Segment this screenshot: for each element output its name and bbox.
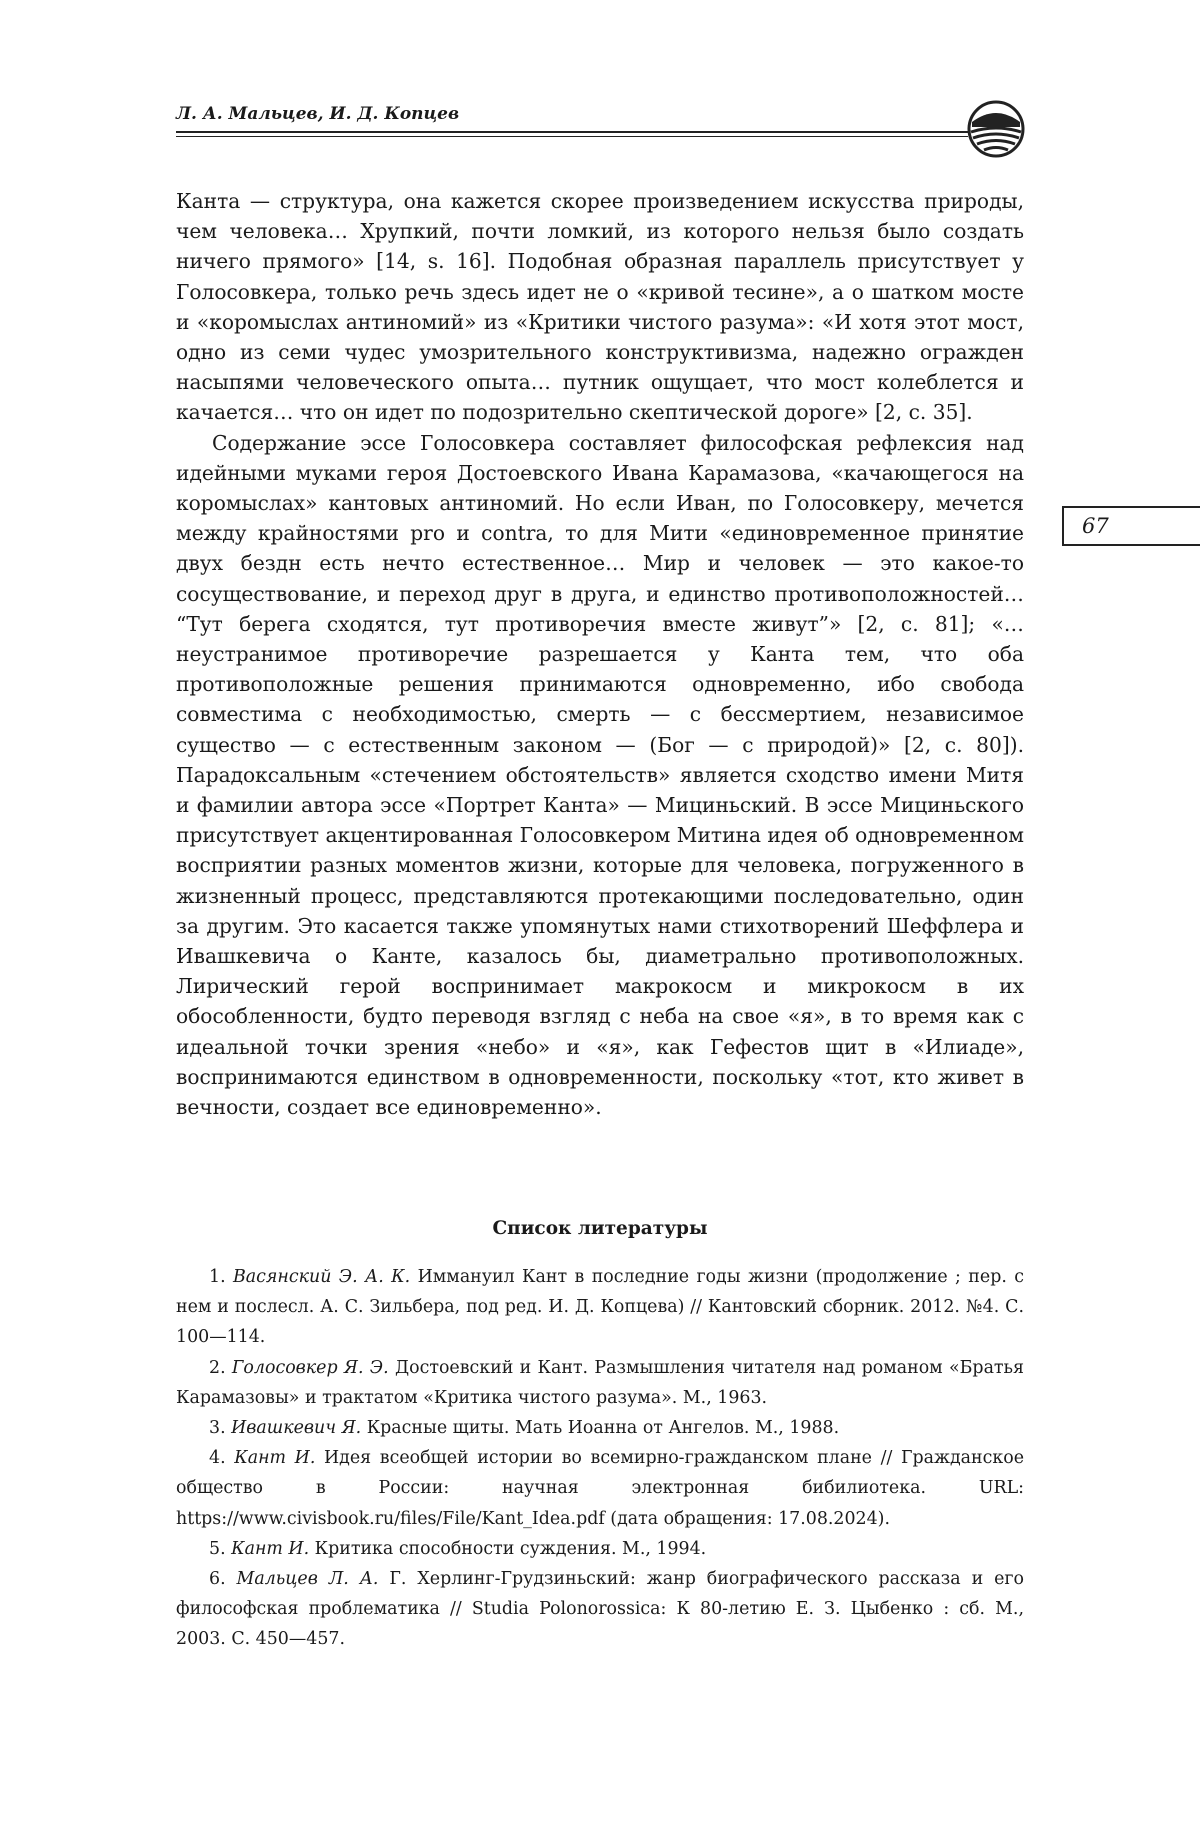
header-rule [176, 131, 968, 133]
reference-item [176, 1262, 1024, 1353]
reference-text: Критика способности суждения. М., 1994. [314, 1538, 707, 1559]
reference-author: Ивашкевич Я. [231, 1418, 362, 1439]
reference-item [176, 1443, 1024, 1534]
page-number-box [1062, 506, 1200, 546]
running-header [176, 104, 1024, 140]
references-title: Список литературы [492, 1218, 708, 1239]
reference-item [176, 1413, 1024, 1443]
header-author: Л. А. Мальцев, И. Д. Копцев [176, 104, 460, 124]
journal-logo-icon [966, 100, 1026, 158]
reference-item [176, 1353, 1024, 1413]
reference-text: Красные щиты. Мать Иоанна от Ангелов. М., 1988. [366, 1418, 840, 1439]
reference-author: Васянский Э. А. К. [233, 1267, 411, 1287]
header-rule-thin [176, 136, 968, 137]
reference-number: 4. [209, 1448, 226, 1469]
reference-text: Идея всеобщей истории во всемирно-гражданском плане // Гражданское общество в России: научная электронная бибилиотека. URL: https://www.civisbook.ru/files/File/Kant_Idea.pdf (дата обращения: 17.08.2024). [176, 1448, 1025, 1529]
reference-author: Кант И. [234, 1448, 316, 1469]
article-body [176, 186, 1024, 1122]
body-paragraph: Содержание эссе Голосовкера составляет философская рефлексия над идейными муками героя Достоевского Ивана Карамазова, «качающегося на коромыслах» кантовых антиномий. Но если Иван, по Голосовкеру, мечется между крайностями pro и contra, то для Мити «единовременное принятие двух бездн есть нечто естественное… Мир и человек — это какое-то сосуществование, и переход друг в друга, и единство противоположностей… “Тут берега сходятся, тут противоречия вместе живут”» [2, с. 81]; «…неустранимое противоречие разрешается у Канта тем, что оба противоположные решения принимаются одновременно, ибо свобода совместима с необходимостью, смерть — с бессмертием, независимое существо — с естественным законом — (Бог — с природой)» [2, с. 80]). Парадоксальным «стечением обстоятельств» является сходство имени Митя и фамилии автора эссе «Портрет Канта» — Мициньский. В эссе Мициньского присутствует акцентированная Голосовкером Митина идея об одновременном восприятии разных моментов жизни, которые для человека, погруженного в жизненный процесс, представляются протекающими последовательно, один за другим. Это касается также упомянутых нами стихотворений Шеффлера и Ивашкевича о Канте, казалось бы, диаметрально противоположных. Лирический герой воспринимает макрокосм и микрокосм в их обособленности, будто переводя взгляд с неба на свое «я», в то время как с идеальной точки зрения «небо» и «я», как Гефестов щит в «Илиаде», воспринимаются единством в одновременности, поскольку «тот, кто живет в вечности, создает все единовременно». [176, 430, 1024, 1120]
body-paragraph: Канта — структура, она кажется скорее произведением искусства природы, чем человека… Хрупкий, почти ломкий, из которого нельзя было создать ничего прямого» [14, s. 16]. Подобная образная параллель присутствует у Голосовкера, только речь здесь идет не о «кривой тесине», а о шатком мосте и «коромыслах антиномий» из «Критики чистого разума»: «И хотя этот мост, одно из семи чудес умозрительного конструктивизма, надежно огражден насыпями человеческого опыта… путник ощущает, что мост колеблется и качается… что он идет по подозрительно скептической дороге» [2, с. 35]. [176, 189, 1024, 425]
reference-author: Кант И. [231, 1538, 310, 1559]
reference-text: Достоевский и Кант. Размышления читателя над романом «Братья Карамазовы» и трактатом «Критика чистого разума». М., 1963. [176, 1357, 1024, 1408]
reference-text: Иммануил Кант в последние годы жизни (продолжение ; пер. с нем и послесл. А. С. Зильбера, под ред. И. Д. Копцева) // Кантовский сборник. 2012. №4. С. 100—114. [176, 1267, 1025, 1348]
reference-number: 6. [209, 1569, 226, 1590]
reference-item [176, 1534, 1024, 1564]
reference-author: Мальцев Л. А. [236, 1569, 379, 1590]
reference-number: 3. [209, 1418, 226, 1439]
reference-number: 2. [209, 1357, 226, 1378]
references-list [176, 1262, 1024, 1655]
reference-text: Г. Херлинг-Грудзиньский: жанр биографического рассказа и его философская проблематика // Studia Polonorossica: К 80-летию Е. З. Цыбенко : сб. М., 2003. С. 450—457. [176, 1569, 1024, 1650]
reference-author: Голосовкер Я. Э. [231, 1357, 389, 1378]
page-number: 67 [1082, 514, 1109, 538]
reference-number: 5. [209, 1538, 226, 1559]
reference-item [176, 1564, 1024, 1655]
reference-number: 1. [209, 1267, 226, 1287]
